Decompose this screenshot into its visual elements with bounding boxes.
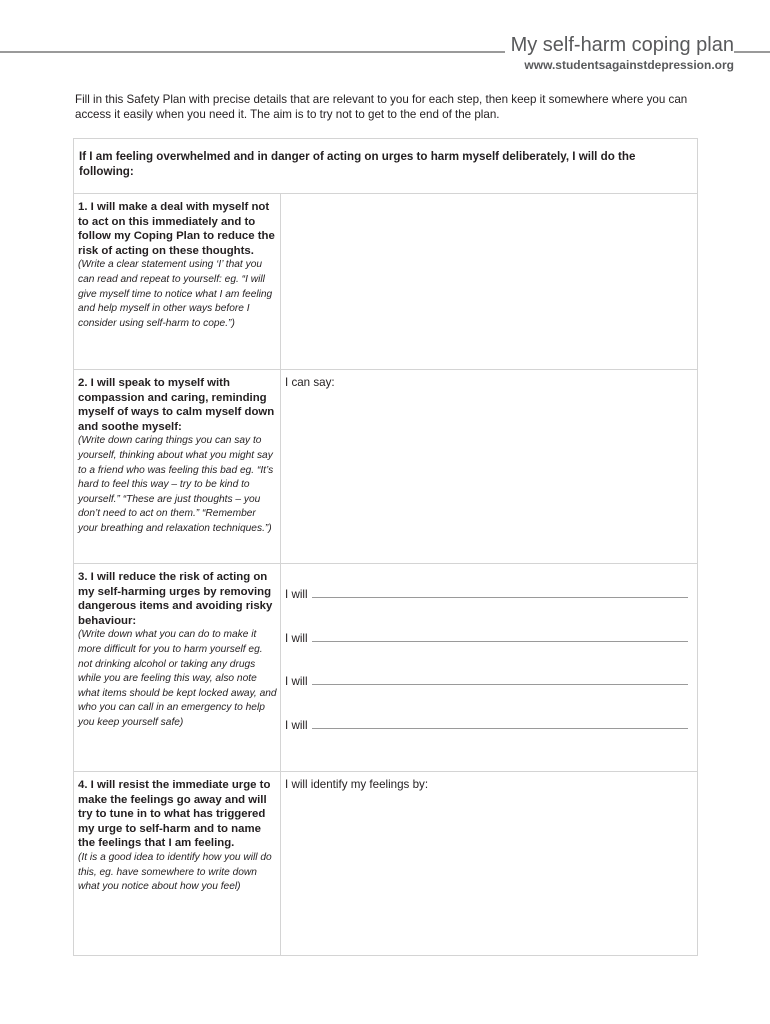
will-line-3-label: I will [285, 675, 308, 688]
step-2-description [74, 370, 281, 563]
step-row-4 [74, 772, 697, 956]
page-title: My self-harm coping plan [505, 33, 734, 57]
website-url[interactable]: www.studentsagainstdepression.org [524, 58, 734, 72]
step-row-1 [74, 194, 697, 370]
step-3-description [74, 564, 281, 771]
step-3-title: 3. I will reduce the risk of acting on my self-harming urges by removing dangerous items and avoiding risky behaviour: [78, 571, 273, 627]
plan-heading: If I am feeling overwhelmed and in danger of acting on urges to harm myself deliberately, I will do the following: [74, 139, 697, 194]
will-line-2-label: I will [285, 632, 308, 645]
coping-plan-table [73, 138, 698, 956]
step-4-answer-area[interactable] [281, 772, 697, 956]
step-2-answer-area[interactable] [281, 370, 697, 563]
step-row-2 [74, 370, 697, 564]
step-1-title: 1. I will make a deal with myself not to act on this immediately and to follow my Coping Plan to reduce the risk of acting on these thoughts. [78, 201, 275, 257]
step-2-note: (Write down caring things you can say to yourself, thinking about what you might say to a friend who was feeling this bad eg. “It’s hard to feel this way – try to be kind to yourself.” “These are just thoughts – you don’t need to act on them.” “Remember your breathing and relaxation techniques.”) [78, 435, 274, 534]
will-line-3-blank[interactable] [312, 684, 688, 685]
step-1-description [74, 194, 281, 369]
step-3-answer-area [281, 564, 697, 771]
will-line-4[interactable] [285, 719, 688, 732]
will-line-2-blank[interactable] [312, 641, 688, 642]
intro-text: Fill in this Safety Plan with precise details that are relevant to you for each step, then keep it somewhere where you can access it easily when you need it. The aim is to try not to get to the end of the plan. [75, 93, 688, 121]
step-3-note: (Write down what you can do to make it more difficult for you to harm yourself eg. not drinking alcohol or taking any drugs while you are feeling this way, also note what items should be kept locked away, and who you can call in an emergency to help you keep yourself safe) [78, 629, 277, 728]
step-1-answer-area[interactable] [281, 194, 697, 369]
will-line-2[interactable] [285, 632, 688, 645]
will-line-1-blank[interactable] [312, 597, 688, 598]
will-line-1[interactable] [285, 588, 688, 601]
will-line-4-label: I will [285, 719, 308, 732]
step-2-title: 2. I will speak to myself with compassion and caring, reminding myself of ways to calm myself down and soothe myself: [78, 377, 275, 433]
step-2-prompt: I can say: [285, 376, 335, 389]
step-4-note: (It is a good idea to identify how you will do this, eg. have somewhere to write down what you notice about how you feel) [78, 851, 272, 893]
step-row-3 [74, 564, 697, 772]
will-line-4-blank[interactable] [312, 728, 688, 729]
will-line-3[interactable] [285, 675, 688, 688]
step-1-note: (Write a clear statement using ‘I’ that you can read and repeat to yourself: eg. “I will give myself time to notice what I am feeling and help myself in other ways before I consider using self-harm to cope.”) [78, 259, 273, 329]
step-4-title: 4. I will resist the immediate urge to make the feelings go away and will try to tune in to what has triggered my urge to self-harm and to name the feelings that I am feeling. [78, 779, 271, 850]
step-4-prompt: I will identify my feelings by: [285, 778, 429, 791]
step-4-description [74, 772, 281, 956]
will-line-1-label: I will [285, 588, 308, 601]
